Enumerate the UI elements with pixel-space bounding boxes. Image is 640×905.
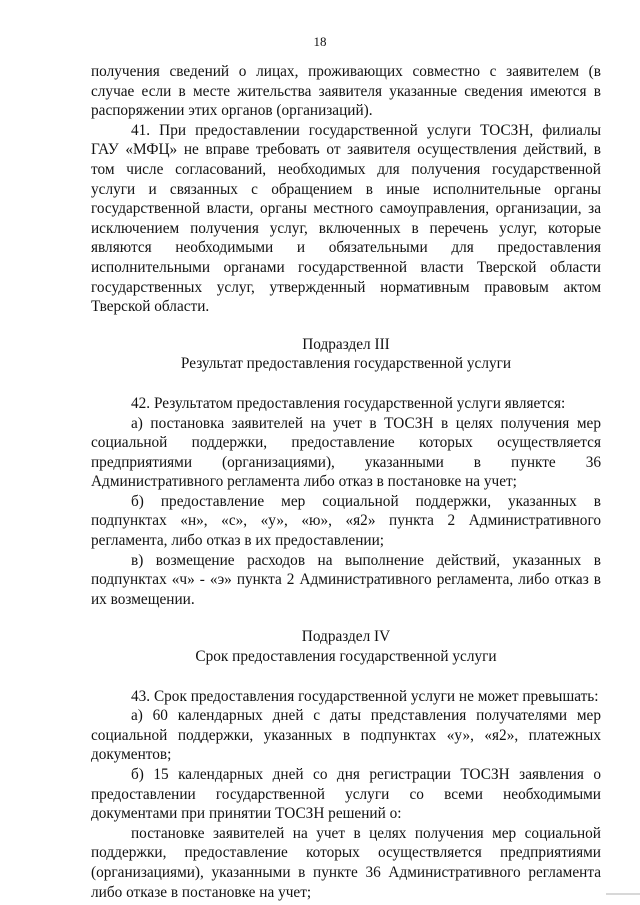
scan-edge-mark [606,893,640,895]
document-body [91,62,601,902]
paragraph-43-a: а) 60 календарных дней с даты представления получателями мер социальной поддержки, указанных в подпунктах «у», «я2», платежных документов; [91,707,601,764]
page-number: 18 [313,34,327,49]
paragraph-43-b: б) 15 календарных дней со дня регистрации ТОСЗН заявления о предоставлении государственной услуги со всеми необходимыми документами при принятии ТОСЗН решений о: [91,766,601,823]
subsection-3-label: Подраздел III [302,335,390,353]
paragraph-43-b-item: постановке заявителей на учет в целях получения мер социальной поддержки, предоставление которых осуществляется предприятиями (организациями), указанными в пункте 36 Административного регламента либо отказе в постановке на учет; [91,824,601,901]
paragraph-43: 43. Срок предоставления государственной услуги не может превышать: [131,687,599,705]
paragraph-41: 41. При предоставлении государственной услуги ТОСЗН, филиалы ГАУ «МФЦ» не вправе требовать от заявителя осуществления действий, в том числе согласований, необходимых для получения государственной услуги и связанных с обращением в иные исполнительные органы государственной власти, органы местного самоуправления, организации, за исключением получения услуг, включенных в перечень услуг, которые являются необходимыми и обязательными для предоставления исполнительными органами государственной власти Тверской области государственных услуг, утвержденный нормативным правовым актом Тверской области. [91,121,601,316]
paragraph-42-c: в) возмещение расходов на выполнение действий, указанных в подпунктах «ч» - «э» пункта 2 Административного регламента, либо отказ в их возмещении. [91,551,601,608]
subsection-4-label: Подраздел IV [301,628,391,646]
paragraph-42-a: а) постановка заявителей на учет в ТОСЗН в целях получения мер социальной поддержки, предоставление которых осуществляется предприятиями (организациями), указанными в пункте 36 Административного регламента либо отказ в постановке на учет; [91,414,601,491]
subsection-3-title: Результат предоставления государственной услуги [180,355,512,373]
paragraph-42: 42. Результатом предоставления государственной услуги является: [131,394,566,412]
subsection-4-title: Срок предоставления государственной услуги [195,648,497,666]
paragraph-42-b: б) предоставление мер социальной поддержки, указанных в подпунктах «н», «с», «у», «ю», «я2» пункта 2 Административного регламента, либо отказ в их предоставлении; [91,492,601,550]
paragraph-continuation: получения сведений о лицах, проживающих совместно с заявителем (в случае если в месте жительства заявителя указанные сведения имеются в распоряжении этих органов (организаций). [91,63,601,120]
